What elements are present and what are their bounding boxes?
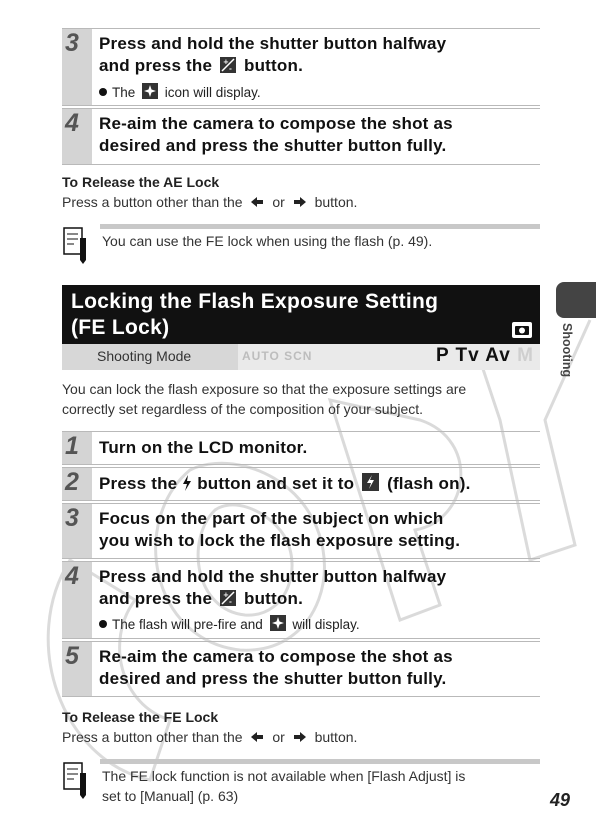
svg-text:-: -	[229, 598, 233, 606]
svg-text:+: +	[223, 591, 230, 599]
section-title	[71, 289, 438, 341]
chapter-label-text: Shooting	[560, 323, 574, 378]
step-bullet	[99, 615, 536, 634]
step-number-bar	[62, 109, 92, 164]
bullet-dot	[99, 88, 107, 96]
step-number: 4	[65, 562, 79, 590]
step-bullet	[99, 83, 536, 102]
available-modes-text: P Tv Av	[435, 345, 511, 366]
star-icon	[142, 83, 158, 99]
step-text-c: (flash on).	[387, 474, 471, 493]
ae-lock-icon	[220, 590, 236, 606]
step-number-bar	[62, 29, 92, 105]
shooting-mode-label: Shooting Mode	[97, 348, 192, 364]
note-bar	[100, 759, 540, 764]
step-number: 4	[65, 109, 79, 137]
ae-lock-icon	[220, 57, 236, 73]
bullet-text-a: The flash will pre-fire and	[112, 617, 263, 632]
step-line-1: Re-aim the camera to compose the shot as	[99, 647, 453, 666]
step-line-1: Press and hold the shutter button halfway	[99, 567, 447, 586]
step-line-2	[99, 55, 536, 77]
step-text: Turn on the LCD monitor.	[99, 438, 308, 457]
svg-text:+: +	[223, 58, 230, 66]
step-text	[99, 473, 536, 495]
release-text-a: Press a button other than the	[62, 729, 243, 745]
note-fe-manual	[62, 759, 540, 807]
step-line-2a: and press the	[99, 56, 213, 75]
release-text-b: button.	[314, 194, 358, 210]
fe-release-heading: To Release the FE Lock	[62, 709, 219, 725]
fe-step-5	[62, 641, 540, 697]
memo-icon	[62, 759, 90, 799]
step-line-1: Press and hold the shutter button halfway	[99, 34, 447, 53]
fe-step-3	[62, 503, 540, 559]
release-or: or	[272, 194, 285, 210]
ae-release-heading: To Release the AE Lock	[62, 174, 220, 190]
step-line-2a: and press the	[99, 589, 213, 608]
step-number-bar	[62, 504, 92, 558]
note-bar	[100, 224, 540, 229]
step-number: 3	[65, 29, 79, 57]
step-number-bar	[62, 468, 92, 500]
star-icon	[270, 615, 286, 631]
chapter-label	[559, 323, 575, 403]
fe-step-2	[62, 467, 540, 501]
bullet-text-a: The	[112, 85, 136, 100]
note-text	[102, 766, 530, 806]
left-arrow-icon	[250, 196, 264, 208]
intro-text	[62, 379, 466, 419]
bullet-dot	[99, 620, 107, 628]
step-line-2b: button.	[244, 56, 303, 75]
unavailable-modes: AUTO SCN	[242, 349, 313, 363]
step-text-b: button and set it to	[197, 474, 355, 493]
flash-on-icon	[362, 473, 379, 491]
step-number: 5	[65, 642, 79, 670]
step-line-2: you wish to lock the flash exposure setting.	[99, 531, 461, 550]
memo-icon	[62, 224, 90, 264]
step-number-bar	[62, 562, 92, 638]
page-number: 49	[550, 790, 571, 810]
intro-line-1: You can lock the flash exposure so that the exposure settings are	[62, 381, 467, 397]
step-text-a: Press the	[99, 474, 178, 493]
ae-release-text	[62, 192, 357, 212]
right-arrow-icon	[293, 731, 307, 743]
step-text	[99, 33, 536, 77]
step-4-reaim	[62, 108, 540, 165]
step-text	[99, 508, 536, 552]
step-number-bar	[62, 642, 92, 696]
note-line-1: The FE lock function is not available when [Flash Adjust] is	[102, 768, 466, 784]
section-title-block	[62, 285, 540, 344]
step-line-2: desired and press the shutter button fully.	[99, 136, 447, 155]
release-text-b: button.	[314, 729, 358, 745]
step-line-1: Focus on the part of the subject on which	[99, 509, 444, 528]
shooting-mode-row	[62, 344, 540, 370]
step-line-2: desired and press the shutter button fully.	[99, 669, 447, 688]
camera-icon	[512, 322, 532, 338]
fe-release-text	[62, 727, 357, 747]
left-arrow-icon	[250, 731, 264, 743]
bullet-text-b: will display.	[292, 617, 360, 632]
step-3-shutter-halfway	[62, 28, 540, 106]
fe-step-4	[62, 561, 540, 639]
step-number: 3	[65, 504, 79, 532]
right-arrow-icon	[293, 196, 307, 208]
step-line-2b: button.	[244, 589, 303, 608]
unavailable-mode-m: M	[517, 345, 534, 366]
step-text	[99, 113, 536, 157]
svg-text:-: -	[229, 65, 233, 73]
note-text: You can use the FE lock when using the flash (p. 49).	[102, 233, 433, 249]
bullet-text-b: icon will display.	[164, 85, 261, 100]
shooting-mode-icons	[238, 344, 540, 370]
note-fe-flash	[62, 224, 540, 264]
flash-icon	[182, 475, 192, 491]
release-text-a: Press a button other than the	[62, 194, 243, 210]
step-text	[99, 566, 536, 610]
section-title-line-1: Locking the Flash Exposure Setting	[71, 290, 439, 313]
step-number-bar	[62, 432, 92, 464]
step-line-1: Re-aim the camera to compose the shot as	[99, 114, 453, 133]
available-modes	[436, 345, 534, 367]
step-line-2	[99, 588, 536, 610]
chapter-tab	[556, 282, 596, 318]
step-text	[99, 646, 536, 690]
step-number: 1	[65, 432, 79, 460]
intro-line-2: correctly set regardless of the composition of your subject.	[62, 401, 424, 417]
section-title-line-2: (FE Lock)	[71, 316, 170, 339]
fe-step-1	[62, 431, 540, 465]
step-number: 2	[65, 468, 79, 496]
note-line-2: set to [Manual] (p. 63)	[102, 788, 239, 804]
release-or: or	[272, 729, 285, 745]
